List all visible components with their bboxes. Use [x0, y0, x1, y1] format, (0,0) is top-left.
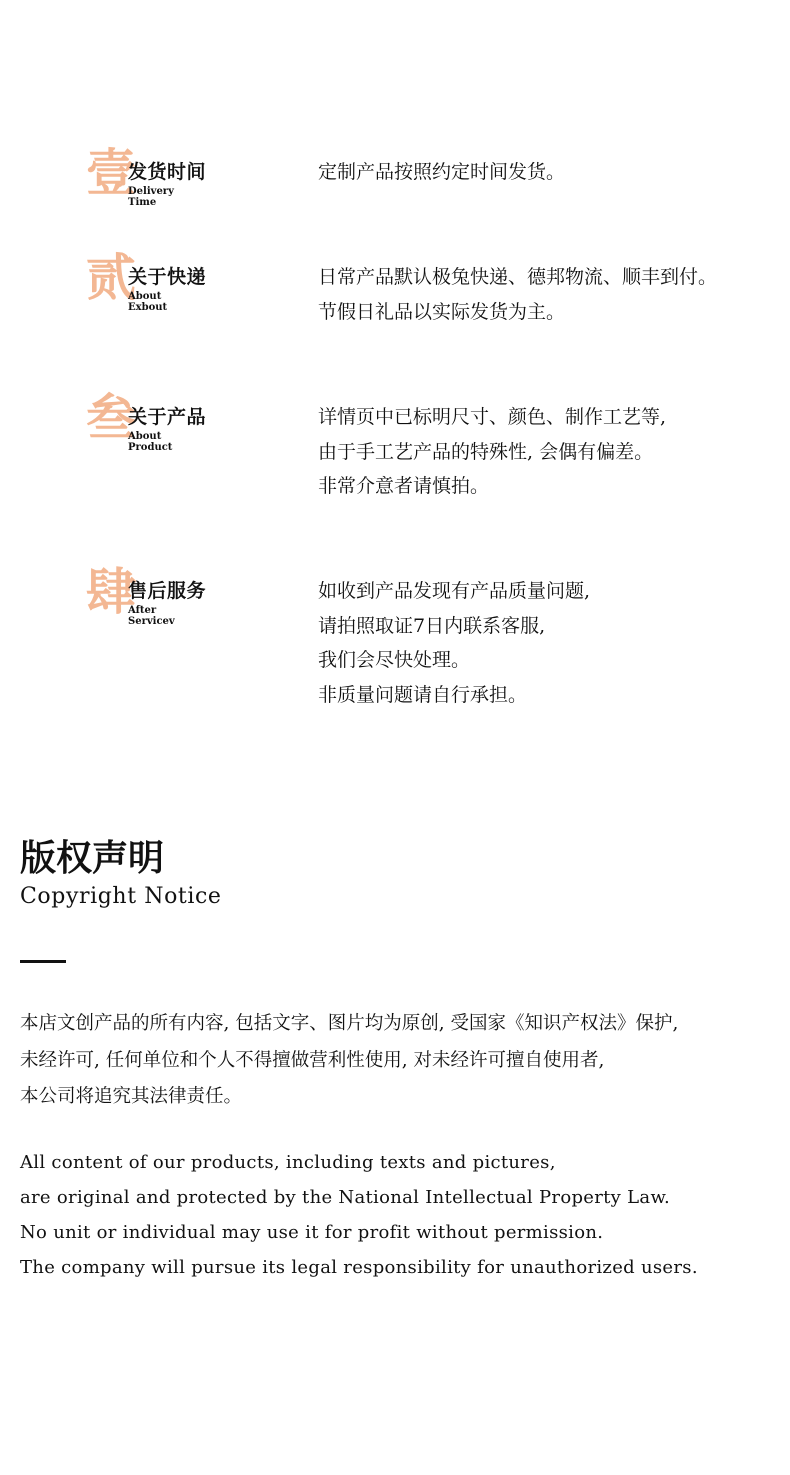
- notice-description: 如收到产品发现有产品质量问题, 请拍照取证7日内联系客服, 我们会尽快处理。 非质量问题请自行承担。: [318, 580, 591, 706]
- numeral-three-icon: 叁: [86, 388, 136, 447]
- notice-title-zh: 售后服务: [128, 580, 207, 602]
- notice-title-en: Delivery Time: [128, 186, 174, 208]
- numeral-two-icon: 贰: [86, 248, 136, 307]
- divider: [20, 960, 66, 963]
- numeral-four-icon: 肆: [86, 562, 136, 621]
- numeral-one-icon: 壹: [86, 143, 136, 202]
- notice-title-zh: 关于快递: [128, 266, 207, 288]
- copyright-title-en: Copyright Notice: [20, 884, 222, 909]
- copyright-paragraph-zh: 本店文创产品的所有内容, 包括文字、图片均为原创, 受国家《知识产权法》保护, 未经许可, 任何单位和个人不得擅做营利性使用, 对未经许可擅自使用者, 本公司将追究其法律责任。: [20, 1013, 679, 1107]
- notice-title-en: About Product: [128, 431, 173, 453]
- notice-title-en: About Exbout: [128, 291, 168, 313]
- notice-description: 日常产品默认极兔快递、德邦物流、顺丰到付。 节假日礼品以实际发货为主。: [318, 266, 718, 323]
- copyright-paragraph-en: All content of our products, including texts and pictures, are original and protected by the National Intellectual Property Law. No unit or individual may use it for profit without permission. The company will pursue its legal responsibility for unauthorized users.: [20, 1152, 698, 1278]
- copyright-title-zh: 版权声明: [20, 838, 165, 879]
- notice-title-zh: 关于产品: [128, 406, 207, 428]
- notice-description: 定制产品按照约定时间发货。: [318, 161, 566, 183]
- notice-title-zh: 发货时间: [128, 161, 207, 183]
- notice-title-en: After Servicev: [128, 605, 175, 627]
- notice-description: 详情页中已标明尺寸、颜色、制作工艺等, 由于手工艺产品的特殊性, 会偶有偏差。 非常介意者请慎拍。: [318, 406, 667, 497]
